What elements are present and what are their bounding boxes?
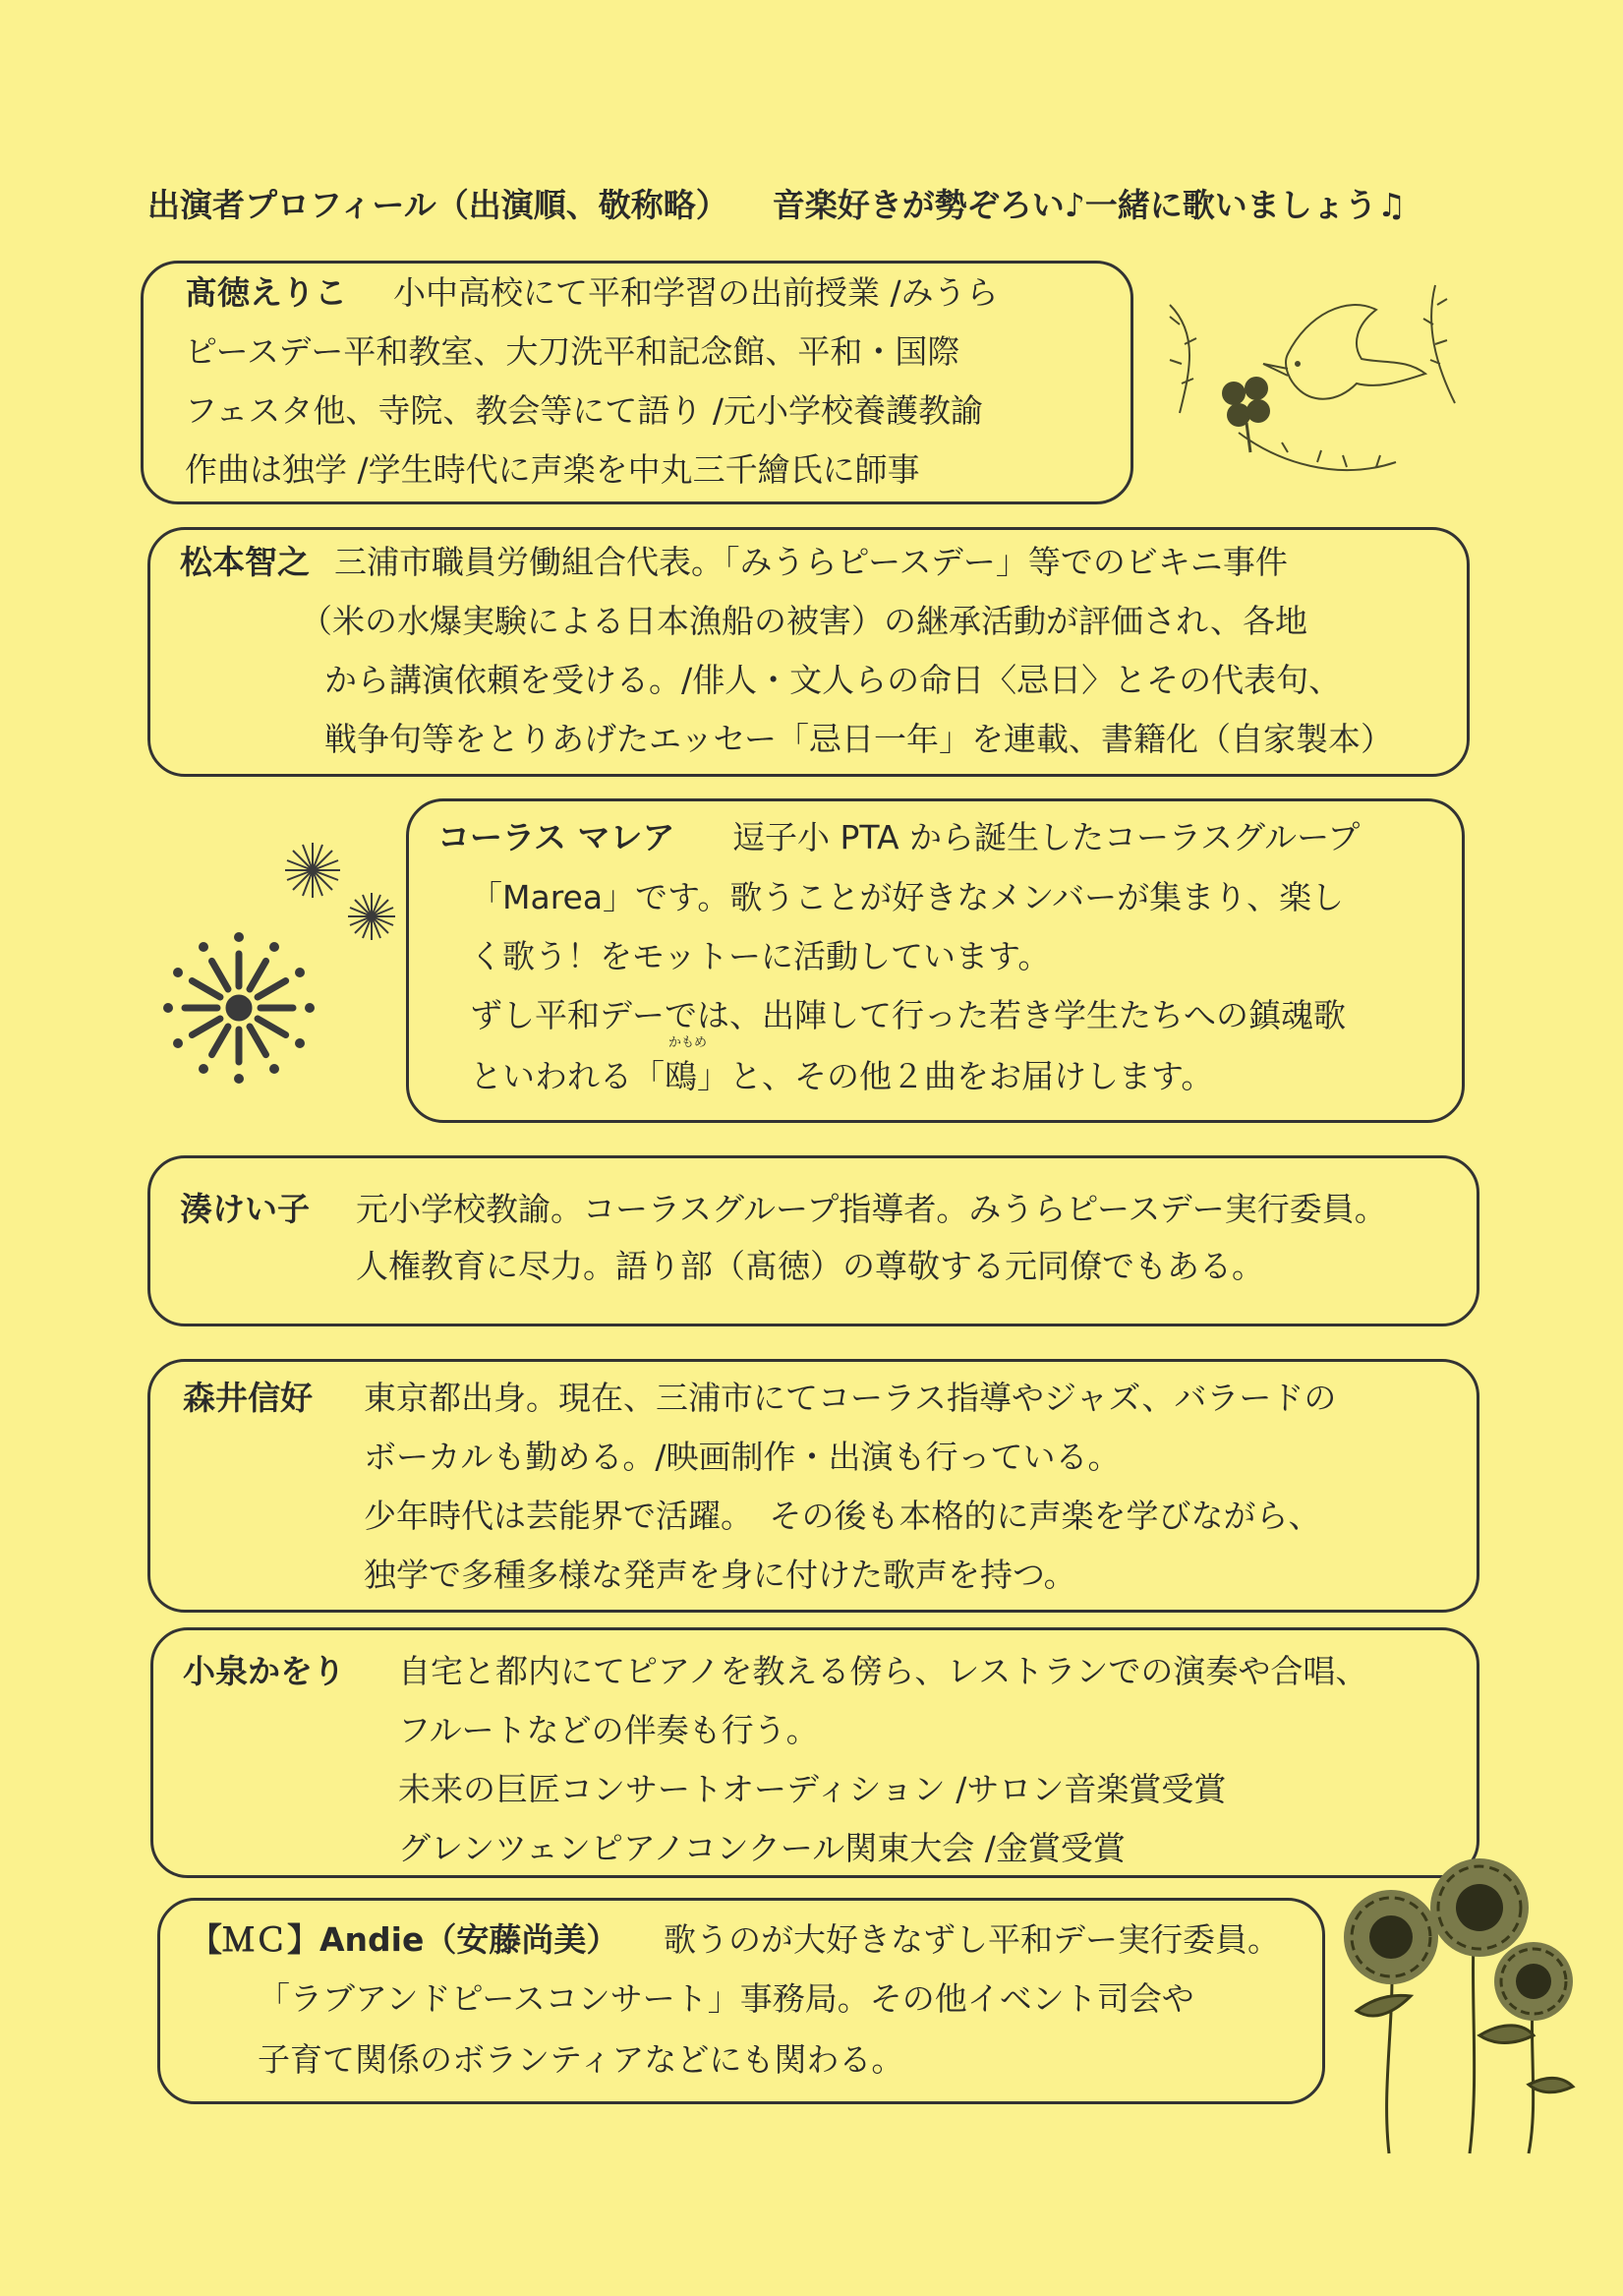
profile-line: フルートなどの伴奏も行う。	[398, 1711, 819, 1749]
profile-line: 小中高校にて平和学習の出前授業 /みうら	[393, 273, 999, 312]
firework-icon	[136, 836, 411, 1111]
profile-line: 元小学校教諭。コーラスグループ指導者。みうらピースデー実行委員。	[356, 1190, 1387, 1228]
profile-line: 未来の巨匠コンサートオーディション /サロン音楽賞受賞	[398, 1770, 1227, 1808]
ruby-text: かもめ	[668, 1035, 708, 1050]
profile-line: といわれる「鴎」と、その他２曲をお届けします。	[470, 1057, 1214, 1095]
page-tagline: 音楽好きが勢ぞろい♪一緒に歌いましょう♫	[772, 186, 1407, 224]
profile-line: 自宅と都内にてピアノを教える傍ら、レストランでの演奏や合唱、	[398, 1652, 1368, 1690]
page-header	[147, 180, 1524, 226]
profile-line: 独学で多種多様な発声を身に付けた歌声を持つ。	[364, 1556, 1076, 1594]
profile-line: （米の水爆実験による日本漁船の被害）の継承活動が評価され、各地	[300, 602, 1307, 640]
profile-line: く歌う！をモットーに活動しています。	[470, 937, 1051, 975]
profile-line: 三浦市職員労働組合代表。「みうらピースデー」等でのビキニ事件	[334, 543, 1288, 581]
profile-name: 髙徳えりこ	[185, 273, 347, 312]
profile-name: 松本智之	[180, 543, 310, 581]
profile-line: グレンツェンピアノコンクール関東大会 /金賞受賞	[398, 1829, 1126, 1867]
profile-line: ピースデー平和教室、大刀洗平和記念館、平和・国際	[185, 332, 960, 371]
profile-line: 「ラブアンドピースコンサート」事務局。その他イベント司会や	[258, 1979, 1194, 2018]
profile-line: 逗子小 PTA から誕生したコーラスグループ	[732, 818, 1361, 856]
profile-line: フェスタ他、寺院、教会等にて語り /元小学校養護教諭	[185, 391, 983, 430]
profile-line: 子育て関係のボランティアなどにも関わる。	[258, 2040, 904, 2079]
profile-card-minato	[147, 1155, 1479, 1326]
profile-line: 作曲は独学 /学生時代に声楽を中丸三千繪氏に師事	[185, 450, 920, 489]
profile-line: 東京都出身。現在、三浦市にてコーラス指導やジャズ、バラードの	[364, 1379, 1337, 1417]
profile-line: 「Marea」です。歌うことが好きなメンバーが集まり、楽し	[470, 878, 1345, 916]
dove-clover-illustration	[1140, 265, 1475, 511]
sunflower-illustration	[1322, 1849, 1588, 2163]
page-title: 出演者プロフィール（出演順、敬称略）	[147, 186, 728, 224]
profile-line: 少年時代は芸能界で活躍。 その後も本格的に声楽を学びながら、	[364, 1497, 1321, 1535]
show-through-text	[492, 118, 1121, 140]
profile-line: 戦争句等をとりあげたエッセー「忌日一年」を連載、書籍化（自家製本）	[324, 720, 1394, 758]
profile-name: 森井信好	[183, 1379, 313, 1417]
profile-name: コーラス マレア	[437, 818, 675, 856]
profile-line: ボーカルも勤める。/映画制作・出演も行っている。	[364, 1438, 1121, 1476]
profile-line: 歌うのが大好きなずし平和デー実行委員。	[664, 1920, 1280, 1959]
profile-line: から講演依頼を受ける。/俳人・文人らの命日〈忌日〉とその代表句、	[324, 661, 1342, 699]
profile-name: 【ＭＣ】Andie（安藤尚美）	[190, 1920, 619, 1959]
profile-line: ずし平和デーでは、出陣して行った若き学生たちへの鎮魂歌	[470, 996, 1346, 1034]
profile-name: 小泉かをり	[183, 1652, 345, 1690]
profile-line: 人権教育に尽力。語り部（髙徳）の尊敬する元同僚でもある。	[356, 1247, 1264, 1285]
profile-name: 湊けい子	[180, 1190, 310, 1228]
